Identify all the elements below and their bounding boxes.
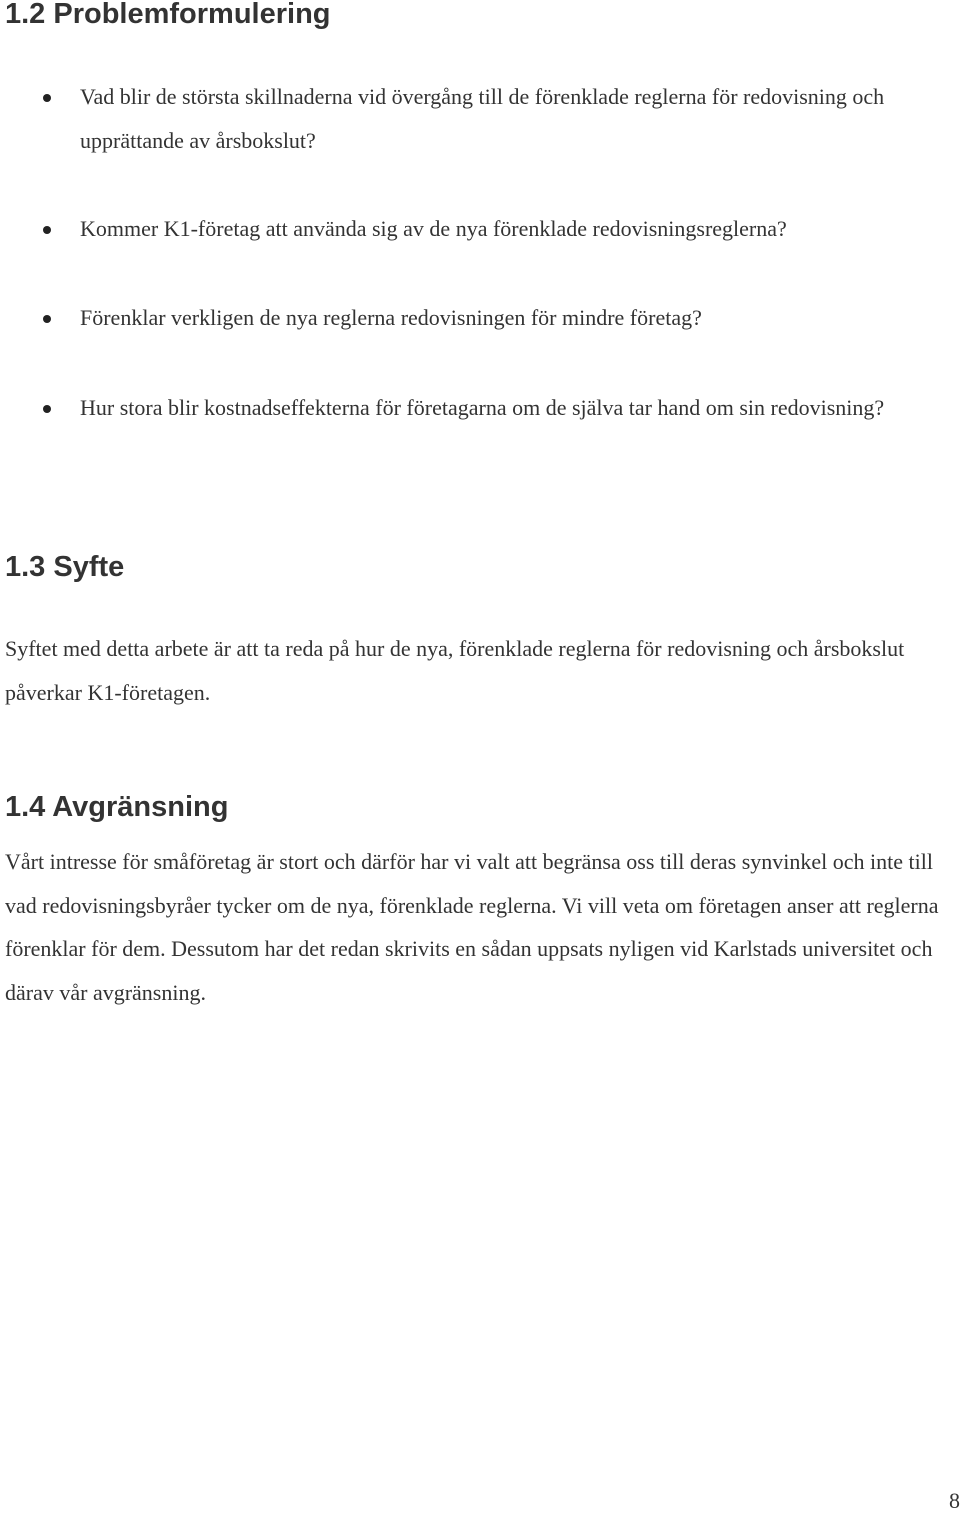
page-number: 8 [949,1488,960,1513]
list-item-text: Kommer K1-företag att använda sig av de nya förenklade redovisningsreglerna? [80,216,787,241]
list-item-text: Förenklar verkligen de nya reglerna redovisningen för mindre företag? [80,305,702,330]
heading-avgransning: 1.4 Avgränsning [5,791,229,823]
bullet-icon [43,94,51,102]
avgransning-paragraph: Vårt intresse för småföretag är stort och därför har vi valt att begränsa oss till deras synvinkel och inte till vad redovisningsbyråer tycker om de nya, förenklade reglerna. Vi vill veta om företagen anser att reglerna förenklar för dem. Dessutom har det redan skrivits en sådan uppsats nyligen vid Karlstads universitet och därav vår avgränsning. [5,849,939,1005]
heading-syfte: 1.3 Syfte [5,551,125,583]
bullet-icon [43,315,51,323]
bullet-icon [43,405,51,413]
list-item-text: Vad blir de största skillnaderna vid övergång till de förenklade reglerna för redovisning och upprättande av årsbokslut? [80,84,885,153]
bullet-icon [43,226,51,234]
heading-problemformulering: 1.2 Problemformulering [5,0,331,30]
syfte-paragraph: Syftet med detta arbete är att ta reda på hur de nya, förenklade reglerna för redovisning och årsbokslut påverkar K1-företagen. [5,636,905,705]
list-item-text: Hur stora blir kostnadseffekterna för företagarna om de själva tar hand om sin redovisning? [80,395,885,420]
